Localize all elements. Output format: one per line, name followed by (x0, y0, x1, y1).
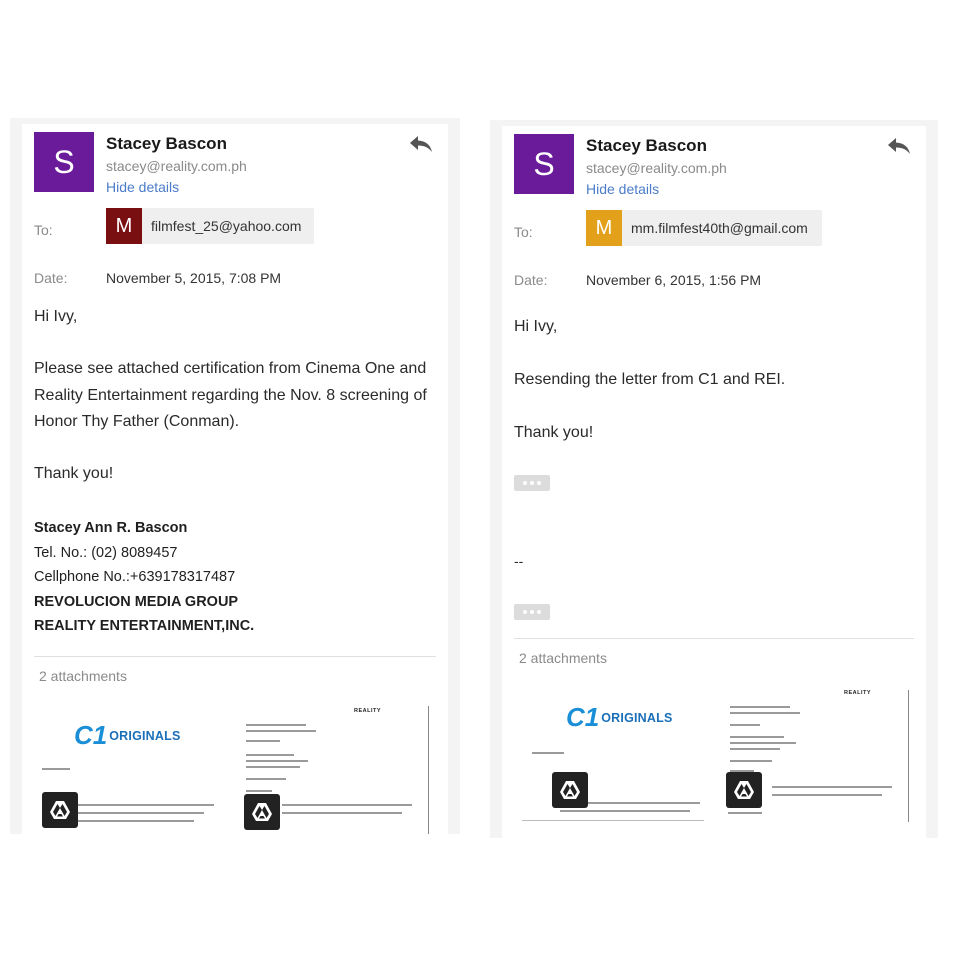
google-drive-icon[interactable] (42, 792, 78, 828)
document-text-line (772, 794, 882, 796)
email-card (22, 124, 448, 834)
attachment-thumbnail-2[interactable] (712, 682, 912, 822)
document-text-line (246, 778, 286, 780)
c1-originals-logo: C1 ORIGINALS (566, 702, 673, 732)
message-body: Please see attached certification from Cinema One and Reality Entertainment regarding the Nov. 8 screening of Honor Thy Father (Conman). (34, 360, 427, 430)
recipient-chip[interactable] (586, 210, 822, 246)
signature-tel: Tel. No.: (02) 8089457 (34, 544, 178, 561)
document-text-line (246, 790, 272, 792)
document-text-line (246, 754, 294, 756)
document-text-line (246, 730, 316, 732)
document-text-line (74, 804, 214, 806)
document-edge (908, 690, 909, 822)
show-trimmed-content-button[interactable] (514, 475, 550, 491)
document-text-line (730, 724, 760, 726)
document-text-line (532, 752, 564, 754)
recipient-address: filmfest_25@yahoo.com (151, 218, 302, 234)
attachment-thumbnail-1[interactable] (514, 682, 704, 822)
reality-logo: REALITY (354, 708, 382, 714)
sender-email: stacey@reality.com.ph (586, 160, 727, 176)
reality-logo: REALITY (844, 690, 872, 696)
signature-separator: -- (514, 553, 524, 569)
greeting: Hi Ivy, (34, 308, 78, 325)
signature-name: Stacey Ann R. Bascon (34, 520, 188, 536)
document-text-line (730, 760, 772, 762)
reply-arrow-icon[interactable] (408, 134, 434, 154)
document-text-line (730, 742, 796, 744)
recipient-avatar: M (586, 210, 622, 246)
recipient-address: mm.filmfest40th@gmail.com (631, 220, 808, 236)
show-trimmed-content-button[interactable] (514, 604, 550, 620)
date-value: November 5, 2015, 7:08 PM (106, 270, 282, 286)
signature (34, 516, 254, 639)
signature-cell: Cellphone No.:+639178317487 (34, 569, 236, 585)
to-label: To: (514, 224, 533, 240)
document-text-line (728, 812, 762, 814)
document-text-line (522, 820, 704, 821)
greeting: Hi Ivy, (514, 318, 558, 335)
sender-name: Stacey Bascon (106, 134, 227, 153)
document-text-line (246, 740, 280, 742)
closing: Thank you! (514, 424, 594, 441)
document-text-line (730, 748, 780, 750)
document-text-line (246, 766, 300, 768)
document-edge (428, 706, 429, 834)
attachments-label: 2 attachments (519, 650, 607, 666)
sender-avatar: S (514, 134, 574, 194)
signature-company-2: REALITY ENTERTAINMENT,INC. (34, 618, 255, 634)
email-card (502, 126, 926, 838)
sender-name: Stacey Bascon (586, 136, 707, 155)
document-text-line (42, 768, 70, 770)
google-drive-icon[interactable] (244, 794, 280, 830)
google-drive-icon[interactable] (552, 772, 588, 808)
reply-arrow-icon[interactable] (886, 136, 912, 156)
divider (34, 656, 436, 657)
document-text-line (282, 804, 412, 806)
attachment-thumbnail-1[interactable] (34, 700, 224, 834)
to-label: To: (34, 222, 53, 238)
document-text-line (74, 812, 204, 814)
document-text-line (282, 812, 402, 814)
attachment-thumbnail-2[interactable] (232, 700, 432, 834)
document-text-line (772, 786, 892, 788)
divider (514, 638, 914, 639)
sender-avatar: S (34, 132, 94, 192)
google-drive-icon[interactable] (726, 772, 762, 808)
document-text-line (730, 706, 790, 708)
attachments-label: 2 attachments (39, 668, 127, 684)
recipient-avatar: M (106, 208, 142, 244)
closing: Thank you! (34, 465, 114, 482)
date-label: Date: (34, 270, 68, 286)
hide-details-link[interactable]: Hide details (586, 181, 660, 197)
document-text-line (246, 760, 308, 762)
document-text-line (560, 810, 690, 812)
hide-details-link[interactable]: Hide details (106, 179, 180, 195)
recipient-chip[interactable] (106, 208, 314, 244)
document-text-line (730, 712, 800, 714)
date-value: November 6, 2015, 1:56 PM (586, 272, 762, 288)
document-text-line (246, 724, 306, 726)
email-panel-left (10, 118, 460, 834)
signature-company-1: REVOLUCION MEDIA GROUP (34, 593, 239, 610)
document-text-line (74, 820, 194, 822)
date-label: Date: (514, 272, 548, 288)
message-body: Resending the letter from C1 and REI. (514, 371, 786, 388)
c1-originals-logo: C1 ORIGINALS (74, 720, 181, 750)
sender-email: stacey@reality.com.ph (106, 158, 247, 174)
email-panel-right (490, 120, 938, 838)
document-text-line (730, 736, 784, 738)
